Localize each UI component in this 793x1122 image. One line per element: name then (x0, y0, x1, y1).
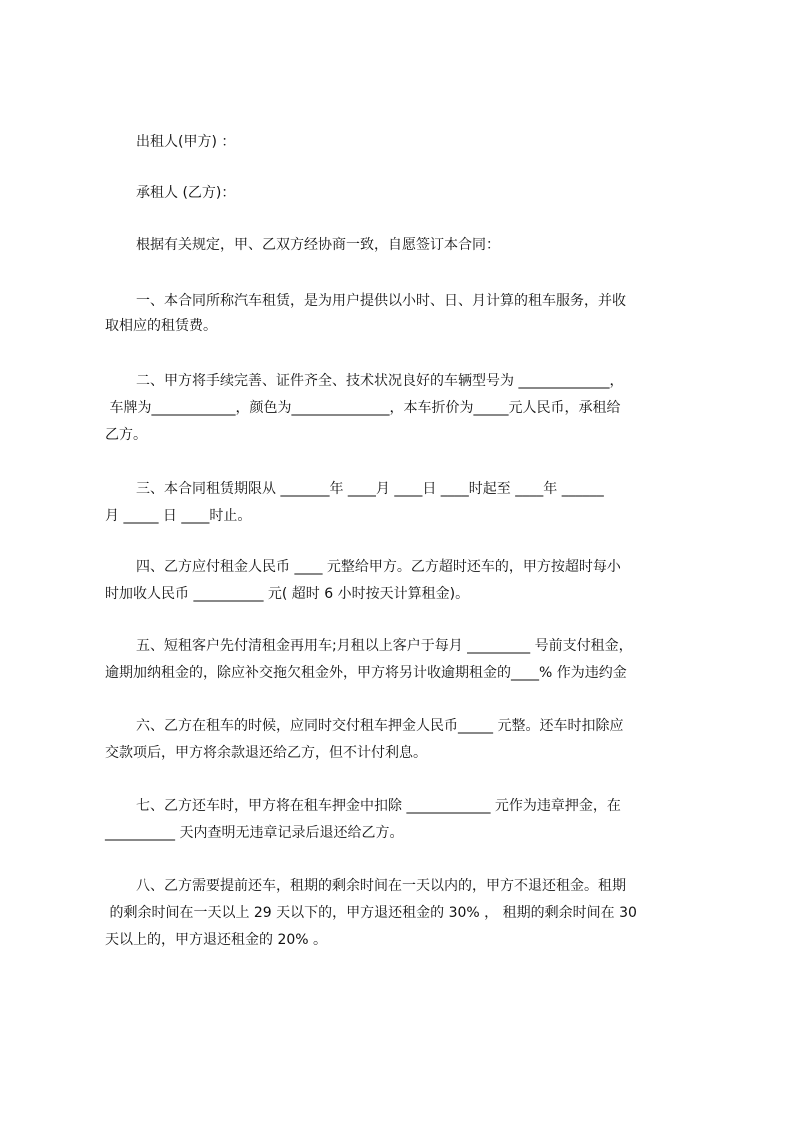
clause-5-line-2: 逾期加纳租金的，除应补交拖欠租金外，甲方将另计收逾期租金的____% 作为违约金 (105, 665, 627, 681)
clause-1-line-2: 取相应的租赁费。 (105, 318, 217, 334)
clause-4-line-2: 时加收人民币 __________ 元( 超时 6 小时按天计算租金)。 (105, 586, 470, 602)
clause-6-line-2: 交款项后，甲方将余款退还给乙方，但不计付利息。 (105, 745, 427, 761)
clause-7-line-1: 七、乙方还车时，甲方将在租车押金中扣除 ____________ 元作为违章押金，在 (136, 798, 621, 814)
lessor-line: 出租人(甲方) ： (136, 134, 236, 150)
clause-5-line-1: 五、短租客户先付清租金再用车;月租以上客户于每月 _________ 号前支付租金， (136, 638, 633, 654)
clause-8-line-2: 的剩余时间在一天以上 29 天以下的，甲方退还租金的 30% ， 租期的剩余时间在 30 (105, 905, 637, 921)
clause-2-line-3: 乙方。 (105, 427, 147, 443)
clause-7-line-2: __________ 天内查明无违章记录后退还给乙方。 (105, 825, 404, 841)
clause-1-line-1: 一、本合同所称汽车租赁，是为用户提供以小时、日、月计算的租车服务，并收 (136, 293, 626, 309)
clause-6-line-1: 六、乙方在租车的时候，应同时交付租车押金人民币_____ 元整。还车时扣除应 (136, 718, 624, 734)
clause-2-line-1: 二、甲方将手续完善、证件齐全、技术状况良好的车辆型号为 _____________， (136, 373, 624, 389)
clause-3-line-2: 月 _____ 日 ____时止。 (105, 508, 252, 524)
clause-2-line-2: 车牌为____________，颜色为______________，本车折价为_____元人民币，承租给 (105, 400, 621, 416)
clause-8-line-1: 八、乙方需要提前还车，租期的剩余时间在一天以内的，甲方不退还租金。租期 (136, 878, 626, 894)
clause-3-line-1: 三、本合同租赁期限从 _______年 ____月 ____日 ____时起至 ____年 ______ (136, 481, 604, 497)
lessee-line: 承租人 (乙方)： (136, 185, 236, 201)
intro-line: 根据有关规定，甲、乙双方经协商一致，自愿签订本合同： (136, 237, 500, 253)
clause-8-line-3: 天以上的，甲方退还租金的 20% 。 (105, 932, 328, 948)
clause-4-line-1: 四、乙方应付租金人民币 ____ 元整给甲方。乙方超时还车的，甲方按超时每小 (136, 559, 621, 575)
